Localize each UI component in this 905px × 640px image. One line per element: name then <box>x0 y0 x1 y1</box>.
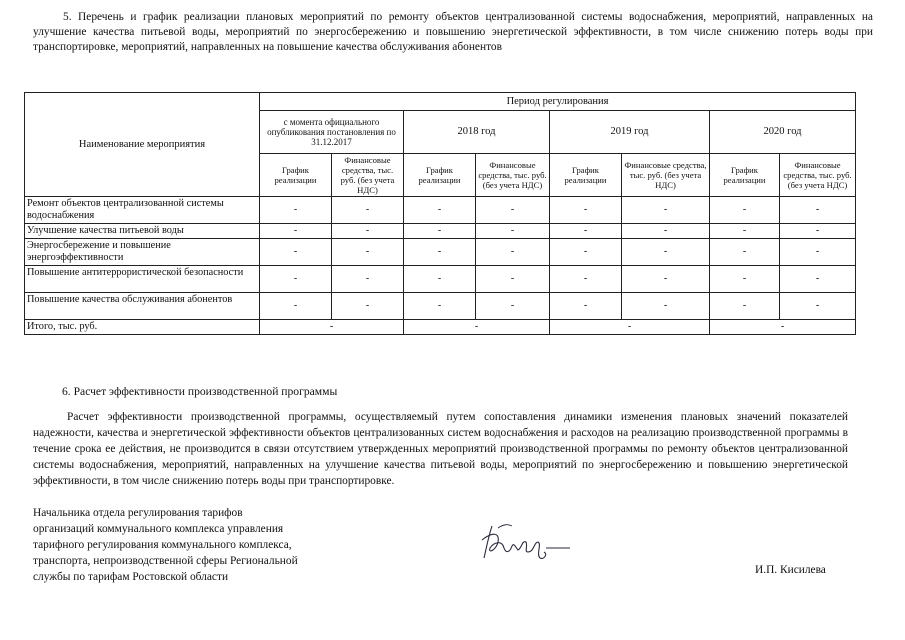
cell-dash: - <box>622 224 710 239</box>
cell-dash: - <box>332 266 404 293</box>
cell-dash: - <box>260 266 332 293</box>
cell-dash: - <box>404 197 476 224</box>
sub-header-finance: Финансовые средства, тыс. руб. (без учета НДС) <box>622 154 710 197</box>
cell-dash: - <box>476 266 550 293</box>
period-header-initial: с момента официального опубликования постановления по 31.12.2017 <box>260 111 404 154</box>
cell-dash: - <box>710 224 780 239</box>
cell-dash: - <box>404 224 476 239</box>
cell-dash: - <box>550 197 622 224</box>
cell-dash: - <box>332 224 404 239</box>
cell-dash: - <box>780 224 856 239</box>
period-header-2018: 2018 год <box>404 111 550 154</box>
section-5-paragraph: 5. Перечень и график реализации плановых мероприятий по ремонту объектов централизованной системы водоснабжения, мероприятий, направленных на улучшение качества питьевой воды, мероприятий по энергосбережению и повышению энергетической эффективности, в том числе снижению потерь воды при транспортировке, мероприятий, направленных на повышение качества обслуживания абонентов <box>33 11 873 53</box>
col-header-period: Период регулирования <box>260 93 856 111</box>
period-header-2020: 2020 год <box>710 111 856 154</box>
cell-dash: - <box>476 239 550 266</box>
table-row <box>25 239 856 266</box>
sub-header-finance: Финансовые средства, тыс. руб. (без учета НДС) <box>332 154 404 197</box>
cell-dash: - <box>780 293 856 320</box>
handwritten-signature <box>478 518 588 571</box>
col-header-name: Наименование мероприятия <box>25 93 260 197</box>
sub-header-schedule: График реализации <box>404 154 476 197</box>
table-row <box>25 293 856 320</box>
cell-dash: - <box>476 293 550 320</box>
cell-dash: - <box>710 197 780 224</box>
signer-name: И.П. Кисилева <box>755 564 826 576</box>
cell-dash: - <box>550 224 622 239</box>
cell-dash: - <box>260 239 332 266</box>
cell-dash: - <box>332 197 404 224</box>
row-name: Улучшение качества питьевой воды <box>25 224 260 239</box>
table-row <box>25 197 856 224</box>
signer-line: тарифного регулирования коммунального комплекса, <box>33 539 292 551</box>
cell-dash: - <box>476 224 550 239</box>
total-dash: - <box>404 320 550 335</box>
row-name: Повышение антитеррористической безопасности <box>25 266 260 293</box>
cell-dash: - <box>780 197 856 224</box>
cell-dash: - <box>404 293 476 320</box>
table-row <box>25 224 856 239</box>
row-name: Повышение качества обслуживания абонентов <box>25 293 260 320</box>
section-6-heading: 6. Расчет эффективности производственной программы <box>62 385 338 398</box>
cell-dash: - <box>550 239 622 266</box>
signer-line: Начальника отдела регулирования тарифов <box>33 507 243 519</box>
cell-dash: - <box>780 266 856 293</box>
sub-header-finance: Финансовые средства, тыс. руб. (без учета НДС) <box>780 154 856 197</box>
table-row <box>25 266 856 293</box>
cell-dash: - <box>550 293 622 320</box>
cell-dash: - <box>710 239 780 266</box>
cell-dash: - <box>332 239 404 266</box>
sub-header-schedule: График реализации <box>260 154 332 197</box>
row-name: Ремонт объектов централизованной системы водоснабжения <box>25 197 260 224</box>
signer-line: транспорта, непроизводственной сферы Региональной <box>33 555 298 567</box>
cell-dash: - <box>404 266 476 293</box>
cell-dash: - <box>622 239 710 266</box>
total-dash: - <box>550 320 710 335</box>
cell-dash: - <box>260 224 332 239</box>
table-row-total <box>25 320 856 335</box>
row-name: Энергосбережение и повышение энергоэффективности <box>25 239 260 266</box>
cell-dash: - <box>404 239 476 266</box>
cell-dash: - <box>476 197 550 224</box>
signer-line: организаций коммунального комплекса управления <box>33 523 284 535</box>
cell-dash: - <box>780 239 856 266</box>
total-dash: - <box>260 320 404 335</box>
signer-line: службы по тарифам Ростовской области <box>33 571 229 583</box>
period-header-2019: 2019 год <box>550 111 710 154</box>
sub-header-schedule: График реализации <box>550 154 622 197</box>
cell-dash: - <box>710 266 780 293</box>
cell-dash: - <box>622 293 710 320</box>
signer-title <box>33 505 298 585</box>
sub-header-finance: Финансовые средства, тыс. руб. (без учета НДС) <box>476 154 550 197</box>
total-label: Итого, тыс. руб. <box>25 320 260 335</box>
total-dash: - <box>710 320 856 335</box>
cell-dash: - <box>550 266 622 293</box>
sub-header-schedule: График реализации <box>710 154 780 197</box>
cell-dash: - <box>622 197 710 224</box>
cell-dash: - <box>710 293 780 320</box>
plan-table <box>24 92 856 335</box>
cell-dash: - <box>332 293 404 320</box>
cell-dash: - <box>622 266 710 293</box>
cell-dash: - <box>260 197 332 224</box>
cell-dash: - <box>260 293 332 320</box>
section-6-paragraph: Расчет эффективности производственной программы, осуществляемый путем сопоставления динамики изменения плановых значений показателей надежности, качества и энергетической эффективности объектов централизованных систем водоснабжения и расходов на реализацию производственной программы в течение срока ее действия, не производится в связи отсутствием утвержденных мероприятий производственной программы по ремонту объектов централизованной системы водоснабжения, мероприятий, направленных на улучшение качества питьевой воды, мероприятий по энергосбережению и повышению энергетической эффективности, в том числе снижению потерь воды при транспортировке. <box>33 411 848 487</box>
